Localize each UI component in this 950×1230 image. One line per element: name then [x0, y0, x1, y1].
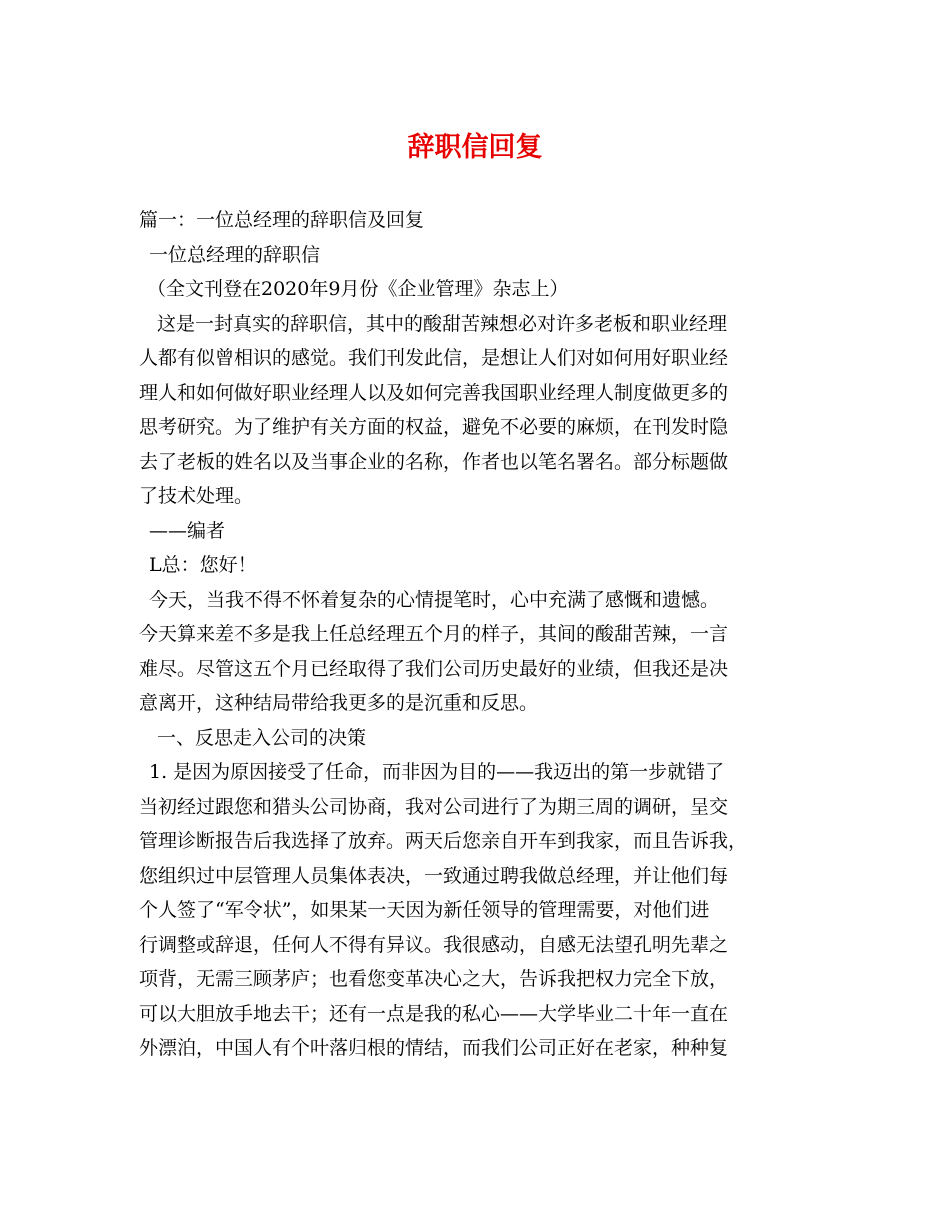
paragraph-line: 思考研究。为了维护有关方面的权益，避免不必要的麻烦，在刊发时隐	[139, 416, 729, 438]
document-title: 辞职信回复	[407, 132, 543, 163]
salutation: L总：您好！	[149, 554, 257, 576]
paragraph-line: 难尽。尽管这五个月已经取得了我们公司历史最好的业绩，但我还是决	[139, 657, 729, 680]
paragraph-line: 行调整或辞退，任何人不得有异议。我很感动，自感无法望孔明先辈之	[139, 933, 729, 956]
paragraph-line: 今天算来差不多是我上任总经理五个月的样子，其间的酸甜苦辣，一言	[139, 623, 729, 645]
paragraph-line: 可以大胆放手地去干；还有一点是我的私心——大学毕业二十年一直在	[139, 1002, 729, 1025]
paragraph-line: 项背，无需三顾茅庐；也看您变革决心之大，告诉我把权力完全下放，	[139, 968, 729, 990]
paragraph-line: 这是一封真实的辞职信，其中的酸甜苦辣想必对许多老板和职业经理	[157, 312, 728, 335]
numbered-item: 1. 是因为原因接受了任命，而非因为目的——我迈出的第一步就错了	[149, 761, 725, 783]
paragraph-line: 去了老板的姓名以及当事企业的名称，作者也以笔名署名。部分标题做	[139, 450, 729, 473]
paragraph-line: 理人和如何做好职业经理人以及如何完善我国职业经理人制度做更多的	[139, 381, 729, 404]
paragraph-line: 人都有似曾相识的感觉。我们刊发此信，是想让人们对如何用好职业经	[139, 347, 729, 369]
publication-note: （全文刊登在2020年9月份《企业管理》杂志上）	[147, 278, 569, 300]
paragraph-line: 管理诊断报告后我选择了放弃。两天后您亲自开车到我家，而且告诉我，	[139, 830, 748, 852]
paragraph-line: 了技术处理。	[139, 485, 254, 507]
section-heading: 篇一：一位总经理的辞职信及回复	[139, 209, 425, 231]
paragraph-line: 今天，当我不得不怀着复杂的心情提笔时，心中充满了感慨和遗憾。	[149, 588, 720, 611]
subsection-heading: 一、反思走入公司的决策	[157, 726, 367, 749]
paragraph-line: 当初经过跟您和猎头公司协商，我对公司进行了为期三周的调研，呈交	[139, 795, 729, 818]
editor-note: ——编者	[149, 519, 226, 542]
paragraph-line: 外漂泊，中国人有个叶落归根的情结，而我们公司正好在老家，种种复	[139, 1037, 729, 1059]
document-body	[139, 203, 819, 1066]
paragraph-line: 您组织过中层管理人员集体表决，一致通过聘我做总经理，并让他们每	[139, 864, 729, 887]
paragraph-line: 个人签了“军令状”，如果某一天因为新任领导的管理需要，对他们进	[139, 899, 710, 921]
letter-heading: 一位总经理的辞职信	[149, 243, 321, 266]
paragraph-line: 意离开，这种结局带给我更多的是沉重和反思。	[139, 692, 539, 714]
